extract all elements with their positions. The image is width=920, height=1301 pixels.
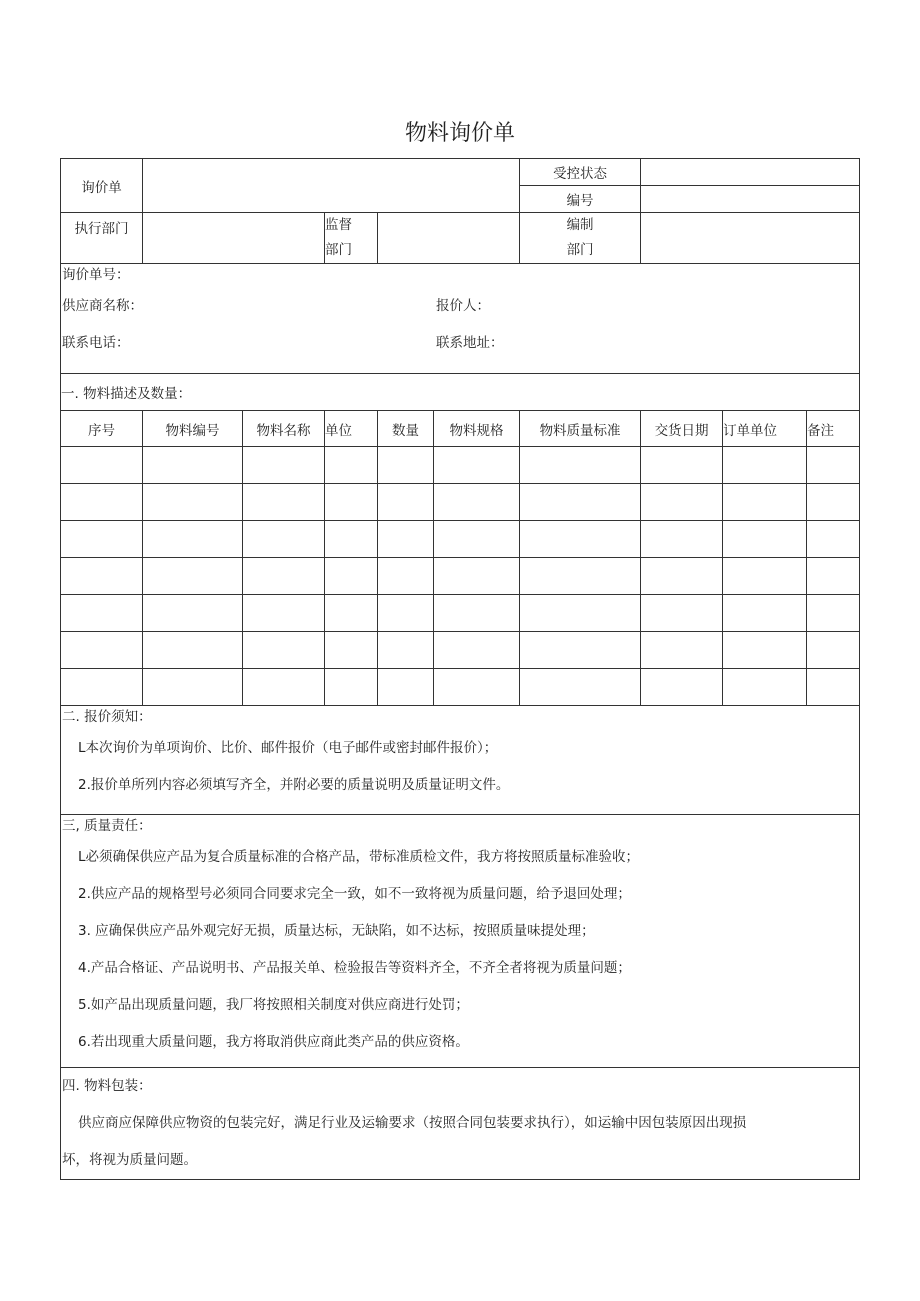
col-header: 序号 bbox=[61, 411, 143, 447]
section3-item: 4.产品合格证、产品说明书、产品报关单、检验报告等资料齐全，不齐全者将视为质量问题； bbox=[78, 960, 631, 976]
address-label: 联系地址： bbox=[436, 335, 504, 351]
table-cell[interactable] bbox=[61, 447, 143, 484]
table-cell[interactable] bbox=[434, 632, 520, 669]
table-cell[interactable] bbox=[641, 521, 723, 558]
table-cell[interactable] bbox=[520, 595, 641, 632]
exec-dept-field[interactable] bbox=[143, 213, 325, 264]
table-cell[interactable] bbox=[325, 632, 378, 669]
table-cell[interactable] bbox=[723, 447, 807, 484]
table-cell[interactable] bbox=[723, 632, 807, 669]
table-cell[interactable] bbox=[243, 669, 325, 706]
table-cell[interactable] bbox=[723, 521, 807, 558]
table-cell[interactable] bbox=[434, 521, 520, 558]
table-cell[interactable] bbox=[434, 669, 520, 706]
col-header: 单位 bbox=[325, 411, 378, 447]
table-cell[interactable] bbox=[143, 595, 243, 632]
compile-label-line2: 部门 bbox=[566, 242, 594, 258]
table-cell[interactable] bbox=[243, 632, 325, 669]
table-cell[interactable] bbox=[325, 595, 378, 632]
section3-item: 2.供应产品的规格型号必须同合同要求完全一致，如不一致将视为质量问题，给予退回处理； bbox=[78, 886, 631, 902]
compile-dept-field[interactable] bbox=[641, 213, 860, 264]
table-row bbox=[61, 669, 860, 706]
col-header: 交货日期 bbox=[641, 411, 723, 447]
section2 bbox=[61, 706, 860, 815]
inquiry-no-label: 询价单号： bbox=[62, 267, 130, 283]
supervise-dept-label bbox=[325, 213, 378, 264]
table-cell[interactable] bbox=[61, 595, 143, 632]
table-cell[interactable] bbox=[434, 484, 520, 521]
table-cell[interactable] bbox=[807, 632, 860, 669]
section1-title: 一. 物料描述及数量： bbox=[61, 374, 860, 411]
supervise-dept-field[interactable] bbox=[378, 213, 520, 264]
table-cell[interactable] bbox=[520, 632, 641, 669]
table-cell[interactable] bbox=[807, 484, 860, 521]
table-cell[interactable] bbox=[520, 447, 641, 484]
section4 bbox=[61, 1068, 860, 1180]
table-cell[interactable] bbox=[723, 595, 807, 632]
number-field[interactable] bbox=[641, 186, 860, 213]
inquiry-label: 询价单 bbox=[61, 159, 143, 213]
supervise-label-line2: 部门 bbox=[325, 242, 352, 258]
quoter-label: 报价人： bbox=[436, 298, 490, 314]
table-cell[interactable] bbox=[325, 521, 378, 558]
table-cell[interactable] bbox=[641, 447, 723, 484]
page-title: 物料询价单 bbox=[404, 121, 515, 146]
inquiry-field[interactable] bbox=[143, 159, 520, 213]
compile-label-line1: 编制 bbox=[566, 217, 594, 233]
table-header-row bbox=[61, 411, 860, 447]
table-cell[interactable] bbox=[807, 558, 860, 595]
table-row bbox=[61, 521, 860, 558]
table-cell[interactable] bbox=[378, 484, 434, 521]
table-cell[interactable] bbox=[61, 669, 143, 706]
supervise-label-line1: 监督 bbox=[325, 217, 352, 233]
section2-item: 2.报价单所列内容必须填写齐全，并附必要的质量说明及质量证明文件。 bbox=[78, 777, 510, 793]
col-header: 物料编号 bbox=[143, 411, 243, 447]
section3-item: L必须确保供应产品为复合质量标准的合格产品，带标准质检文件，我方将按照质量标准验收； bbox=[78, 849, 640, 865]
table-cell[interactable] bbox=[243, 484, 325, 521]
col-header: 订单单位 bbox=[723, 411, 807, 447]
section2-item: L本次询价为单项询价、比价、邮件报价（电子邮件或密封邮件报价）； bbox=[78, 740, 498, 756]
supplier-info bbox=[61, 264, 860, 374]
table-cell[interactable] bbox=[325, 669, 378, 706]
table-cell[interactable] bbox=[641, 632, 723, 669]
table-cell[interactable] bbox=[243, 447, 325, 484]
table-cell[interactable] bbox=[378, 669, 434, 706]
table-cell[interactable] bbox=[143, 521, 243, 558]
table-row bbox=[61, 558, 860, 595]
table-cell[interactable] bbox=[143, 558, 243, 595]
section4-text-line2: 坏，将视为质量问题。 bbox=[62, 1152, 197, 1168]
table-cell[interactable] bbox=[378, 558, 434, 595]
table-cell[interactable] bbox=[61, 521, 143, 558]
table-row bbox=[61, 447, 860, 484]
section3-item: 5.如产品出现质量问题，我厂将按照相关制度对供应商进行处罚； bbox=[78, 997, 469, 1013]
table-cell[interactable] bbox=[434, 595, 520, 632]
section2-title: 二. 报价须知： bbox=[62, 709, 152, 725]
compile-dept-label bbox=[520, 213, 641, 264]
table-cell[interactable] bbox=[641, 558, 723, 595]
table-cell[interactable] bbox=[325, 484, 378, 521]
section4-text-line1: 供应商应保障供应物资的包装完好，满足行业及运输要求（按照合同包装要求执行），如运输中因包装原因出现损 bbox=[78, 1115, 747, 1131]
table-cell[interactable] bbox=[325, 558, 378, 595]
col-header: 物料规格 bbox=[434, 411, 520, 447]
table-row bbox=[61, 595, 860, 632]
table-cell[interactable] bbox=[807, 521, 860, 558]
table-cell[interactable] bbox=[143, 484, 243, 521]
table-cell[interactable] bbox=[378, 521, 434, 558]
control-status-label: 受控状态 bbox=[520, 159, 641, 186]
table-cell[interactable] bbox=[378, 447, 434, 484]
col-header: 数量 bbox=[378, 411, 434, 447]
section3-item: 3. 应确保供应产品外观完好无损，质量达标，无缺陷，如不达标，按照质量味提处理； bbox=[78, 923, 595, 939]
table-cell[interactable] bbox=[641, 669, 723, 706]
table-cell[interactable] bbox=[723, 669, 807, 706]
inquiry-form bbox=[60, 158, 860, 1180]
table-cell[interactable] bbox=[434, 447, 520, 484]
table-cell[interactable] bbox=[243, 595, 325, 632]
table-cell[interactable] bbox=[723, 484, 807, 521]
table-cell[interactable] bbox=[378, 632, 434, 669]
section3 bbox=[61, 815, 860, 1068]
supplier-name-label: 供应商名称： bbox=[62, 298, 143, 314]
table-cell[interactable] bbox=[61, 558, 143, 595]
number-label: 编号 bbox=[520, 186, 641, 213]
table-cell[interactable] bbox=[723, 558, 807, 595]
table-cell[interactable] bbox=[807, 669, 860, 706]
table-cell[interactable] bbox=[61, 632, 143, 669]
table-cell[interactable] bbox=[641, 595, 723, 632]
table-cell[interactable] bbox=[378, 595, 434, 632]
col-header: 物料名称 bbox=[243, 411, 325, 447]
table-row bbox=[61, 484, 860, 521]
table-cell[interactable] bbox=[61, 484, 143, 521]
table-cell[interactable] bbox=[434, 558, 520, 595]
table-cell[interactable] bbox=[143, 447, 243, 484]
table-cell[interactable] bbox=[143, 632, 243, 669]
table-cell[interactable] bbox=[143, 669, 243, 706]
col-header: 物料质量标准 bbox=[520, 411, 641, 447]
col-header: 备注 bbox=[807, 411, 860, 447]
section3-title: 三, 质量责任： bbox=[62, 818, 152, 834]
section4-title: 四. 物料包装： bbox=[62, 1078, 152, 1094]
exec-dept-label: 执行部门 bbox=[61, 213, 143, 264]
section3-item: 6.若出现重大质量问题，我方将取消供应商此类产品的供应资格。 bbox=[78, 1034, 469, 1050]
table-cell[interactable] bbox=[243, 521, 325, 558]
table-cell[interactable] bbox=[807, 595, 860, 632]
control-status-field[interactable] bbox=[641, 159, 860, 186]
table-cell[interactable] bbox=[520, 484, 641, 521]
table-cell[interactable] bbox=[641, 484, 723, 521]
table-cell[interactable] bbox=[520, 558, 641, 595]
table-cell[interactable] bbox=[520, 669, 641, 706]
table-cell[interactable] bbox=[243, 558, 325, 595]
table-cell[interactable] bbox=[807, 447, 860, 484]
table-cell[interactable] bbox=[325, 447, 378, 484]
table-cell[interactable] bbox=[520, 521, 641, 558]
table-row bbox=[61, 632, 860, 669]
phone-label: 联系电话： bbox=[62, 335, 130, 351]
